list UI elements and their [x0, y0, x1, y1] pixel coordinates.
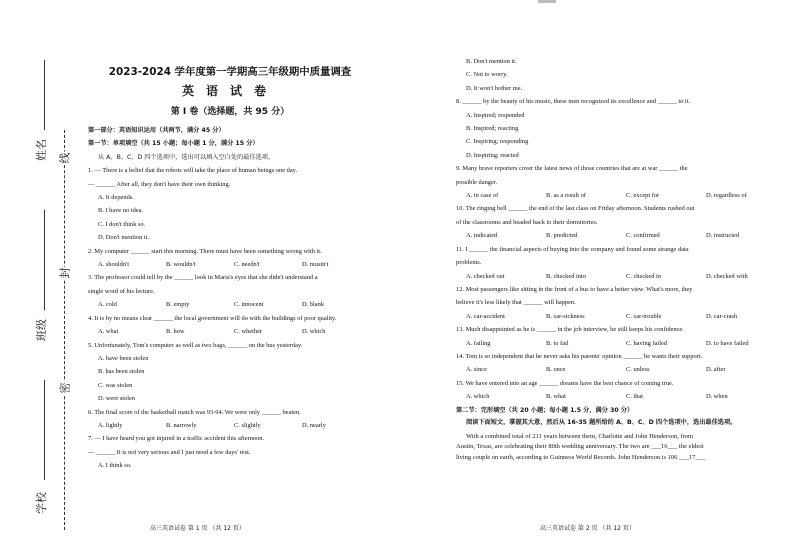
seal-seal-mark: 封 — [58, 267, 72, 279]
q7-continued-options — [456, 55, 788, 95]
question-text: believe it's less likely that ______ will happen. — [456, 299, 576, 307]
name-label: 姓名 — [35, 139, 48, 161]
question-text: 10. The ringing bell ______ the end of the last class on Friday afternoon. Students rushed out — [456, 205, 695, 213]
answer-options-row — [456, 229, 788, 242]
question — [456, 283, 788, 323]
question-text: 12. Most passengers like sitting in the front of a bus to have a better view. What's more, they — [456, 285, 693, 293]
answer-option: D. instructed — [706, 232, 740, 240]
question-text: 6. The final score of the basketball match was 93-94. We were only ______ beaten. — [88, 408, 301, 416]
answer-option: D. checked with — [706, 272, 748, 280]
passage-line: With a combined total of 211 years between them, Charlotte and John Henderson, from — [466, 432, 694, 440]
right-questions — [456, 95, 788, 403]
answer-option: D. mustn't — [302, 261, 329, 269]
answer-options-row — [456, 310, 788, 323]
answer-options-row — [456, 337, 788, 350]
question-text: 7. — I have heard you got injured in a traffic accident this afternoon. — [88, 435, 265, 443]
answer-option: C. Not to worry. — [466, 71, 508, 79]
answer-option: D. blank — [302, 301, 325, 309]
answer-option: D. after — [706, 366, 726, 374]
answer-option: B. empty — [166, 301, 190, 309]
question — [456, 323, 788, 350]
answer-option: B. wouldn't — [166, 261, 196, 269]
question-text: 9. Many brave reporters cover the latest news of those countries that are at war ______ the — [456, 165, 688, 173]
answer-option: D. car-crash — [706, 312, 738, 320]
answer-option: B. Don't mention it. — [466, 58, 517, 65]
answer-options-row — [456, 189, 788, 202]
answer-option: B. what — [546, 393, 566, 401]
question-text: 2. My computer ______ start this morning. There must have been something wrong with it. — [88, 247, 322, 255]
exam-subject: 英语试卷 — [181, 84, 278, 98]
answer-option: A. I think so. — [98, 462, 132, 470]
exam-volume: 第 I 卷（选择题，共 95 分） — [170, 107, 290, 117]
binding-dashed-line — [64, 130, 65, 530]
answer-option: A. what — [98, 328, 119, 336]
school-label: 学校 — [35, 492, 48, 514]
question-text: 14. Tom is so independent that he never asks his parents' opinion ______ he wants their support. — [456, 352, 703, 360]
question — [88, 164, 370, 244]
left-questions — [88, 164, 370, 472]
answer-option: A. lightly — [98, 421, 123, 429]
question-text: 15. We have entered into an age ______ dreams have the best chance of coming true. — [456, 379, 674, 387]
question — [456, 202, 788, 242]
answer-option: C. I don't think so. — [98, 220, 146, 228]
answer-option: D. to have failed — [706, 339, 749, 347]
passage-line: Austin, Texas, are celebrating their 80th wedding anniversary. The two are ___16___ the eldest — [456, 443, 704, 451]
question — [88, 339, 370, 406]
answer-option: C. needn't — [234, 261, 260, 269]
question — [88, 271, 370, 311]
section1-heading: 第一节：单项填空（共 15 小题；每小题 1 分，满分 15 分） — [88, 140, 259, 148]
answer-option: D. Inspiring; reacted — [466, 151, 519, 159]
answer-option: B. once — [546, 366, 566, 374]
question-text: 13. Much disappointed as he is ______ in the job interview, he still keeps his confidence. — [456, 326, 684, 334]
scan-mark — [538, 0, 556, 3]
question — [88, 432, 370, 472]
question — [456, 162, 788, 202]
answer-option: A. It depends. — [98, 194, 134, 202]
question — [456, 95, 788, 162]
answer-option: A. car-accident — [466, 312, 505, 320]
question-text: 4. It is by no means clear ______ the local government will do with the buildings of poor quality. — [88, 314, 337, 322]
question-text: single word of his lecture. — [88, 287, 155, 295]
seal-close-mark: 密 — [58, 382, 72, 394]
question — [456, 243, 788, 283]
answer-option: C. that — [626, 393, 644, 401]
school-underline — [44, 380, 45, 480]
answer-option: C. was stolen — [98, 381, 133, 389]
class-underline — [44, 210, 45, 310]
question-text: of the classrooms and headed back to their dormitories. — [456, 218, 598, 226]
binding-margin — [0, 0, 75, 543]
answer-options-row — [88, 325, 370, 338]
answer-option: C. Inspiring; responding — [466, 138, 529, 146]
question-text: 1. — There is a belief that the robots will take the place of human beings one day. — [88, 167, 298, 175]
answer-option: A. checked out — [466, 272, 505, 280]
answer-option: C. having failed — [626, 339, 667, 347]
passage-line: living couple on earth, according to Guinness World Records. John Henderson is 106 ___17___ — [456, 453, 706, 461]
answer-option: D. It won't bother me. — [466, 84, 523, 92]
answer-option: C. unless — [626, 366, 650, 374]
answer-option: C. innocent — [234, 301, 264, 309]
answer-option: B. Inspired; reacting — [466, 125, 519, 133]
answer-option: B. car-sickness — [546, 312, 585, 320]
answer-options-row — [88, 419, 370, 432]
footer-right: 高三英语试卷 第 2 页 （共 12 页） — [540, 525, 635, 532]
class-label: 班级 — [35, 319, 48, 341]
right-column — [456, 55, 788, 463]
answer-option: C. whether — [234, 328, 263, 336]
answer-option: C. except for — [626, 192, 660, 200]
answer-options-row — [456, 390, 788, 403]
answer-option: B. has been stolen — [98, 368, 145, 376]
question — [456, 350, 788, 377]
answer-options-row — [88, 258, 370, 271]
question-text: 3. The professor could tell by the ______ look in Maria's eyes that she didn't understand a — [88, 274, 318, 282]
question-text: 5. Unfortunately, Tom's computer as well as two bags, ______ on the bus yesterday. — [88, 341, 303, 349]
section2-heading: 第二节：完形填空（共 20 小题；每小题 1.5 分，满分 30 分） — [456, 406, 634, 414]
answer-option: D. when — [706, 393, 728, 401]
seal-line-mark: 线 — [58, 152, 72, 164]
question-text: problems. — [456, 259, 482, 267]
question-text: — ______ After all, they don't have their own thinking. — [88, 180, 231, 188]
answer-option: B. checked into — [546, 272, 586, 280]
answer-option: C. slightly — [234, 421, 261, 429]
answer-option: A. indicated — [466, 232, 498, 240]
answer-option: A. cold — [98, 301, 117, 309]
answer-option: B. predicted — [546, 232, 578, 240]
answer-option: A. have been stolen — [98, 354, 149, 362]
question-text: 8. ______ by the beauty of his music, these men recognized its excellence and ______ to it. — [456, 98, 691, 106]
answer-option: D. regardless of — [706, 192, 747, 200]
answer-option: B. I have no idea. — [98, 207, 144, 215]
answer-option: A. since — [466, 366, 487, 374]
answer-option: D. which — [302, 328, 326, 336]
answer-options-row — [456, 363, 788, 376]
answer-options-row — [88, 298, 370, 311]
answer-option: C. checked in — [626, 272, 661, 280]
question — [456, 377, 788, 404]
question-text: — ______ It is not very serious and I just need a few days' rest. — [88, 448, 251, 456]
question-text: 11. I ______ the financial aspects of buying into the company and found some strange data — [456, 245, 689, 253]
answer-option: C. car-trouble — [626, 312, 662, 320]
answer-option: C. confirmed — [626, 232, 660, 240]
answer-option: B. narrowly — [166, 421, 197, 429]
section1-instruction: 从 A、B、C、D 四个选项中，选出可以填入空白处的最佳选项。 — [98, 153, 275, 161]
answer-option: A. Inspired; responded — [466, 111, 525, 119]
left-column — [88, 124, 370, 473]
part1-heading: 第一部分：英语知识运用（共两节，满分 45 分） — [88, 127, 225, 134]
answer-options-row — [456, 270, 788, 283]
section2-instruction: 阅读下面短文，掌握其大意，然后从 16-35 题所给的 A、B、C、D 四个选项中，选出最佳选项。 — [466, 418, 737, 426]
question — [88, 245, 370, 272]
answer-option: A. failing — [466, 339, 491, 347]
answer-option: B. how — [166, 328, 185, 336]
answer-option: A. which — [466, 393, 490, 401]
answer-option: D. Don't mention it. — [98, 234, 150, 242]
answer-option: B. as a result of — [546, 192, 586, 200]
answer-option: D. were stolen — [98, 395, 136, 403]
answer-option: A. in case of — [466, 192, 499, 200]
cloze-passage — [456, 432, 786, 464]
question-text: possible danger. — [456, 178, 498, 186]
answer-option: B. to fail — [546, 339, 569, 347]
footer-left: 高三英语试卷 第 1 页 （共 12 页） — [150, 525, 245, 532]
answer-option: D. nearly — [302, 421, 326, 429]
question — [88, 312, 370, 339]
answer-option: A. shouldn't — [98, 261, 129, 269]
exam-title: 2023-2024 学年度第一学期高三年级期中质量调查 — [108, 66, 352, 78]
name-underline — [44, 60, 45, 130]
question — [88, 406, 370, 433]
